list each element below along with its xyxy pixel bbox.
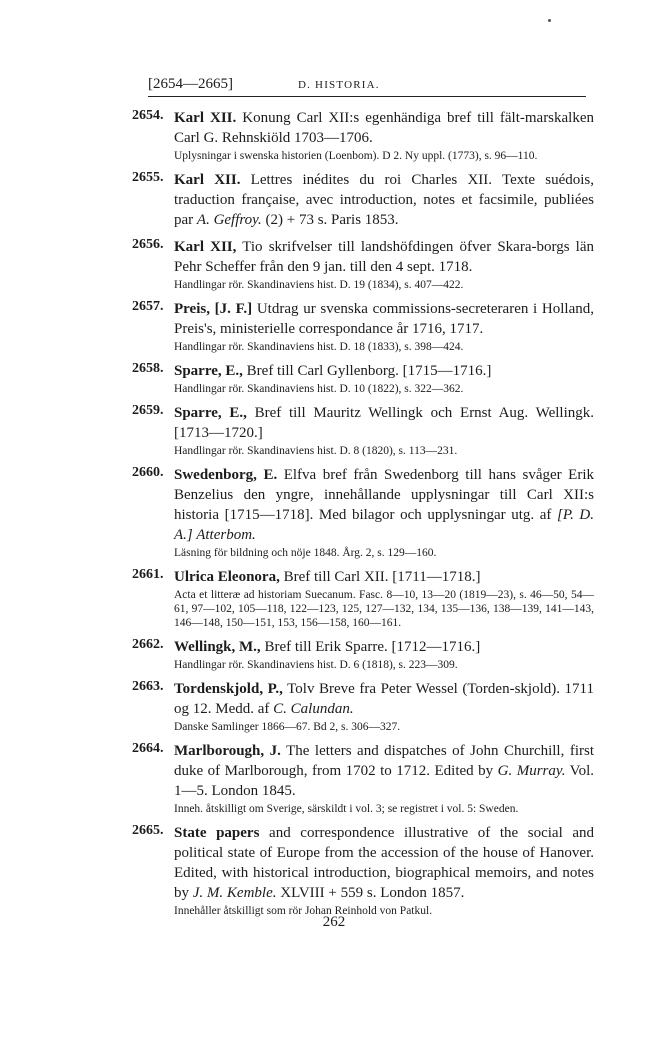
entry-title [174,741,594,801]
entry-author: Sparre, E., [174,405,247,421]
entry-author: Ulrica Eleonora, [174,569,280,585]
bibliography-entry [132,237,594,292]
entry-text: The letters and dispatches of John Churchill, first duke of Marlborough, from 1702 to 1712. Edited by [174,743,594,779]
entry-text: Konung Carl XII:s egenhändiga bref till fält-marskalken Carl G. Rehnskiöld 1703—1706. [174,110,595,146]
bibliography-entry [132,465,594,560]
entry-text: Handlingar rör. Skandinaviens hist. D. 10 (1822), s. 322—362. [174,383,464,395]
bibliography-entry [132,361,594,396]
entry-editor: A. Geffroy. [196,212,262,228]
header-entry-range: [2654—2665] [148,76,233,92]
entry-title [174,679,594,719]
entry-text: Bref till Mauritz Wellingk och Ernst Aug. Wellingk. [1713—1720.] [174,405,594,441]
entry-title [174,567,594,587]
entry-number: 2655. [132,170,164,185]
entry-editor: J. M. Kemble. [192,885,277,901]
bibliography-entry [132,108,594,163]
entry-source-note [174,278,594,292]
entry-text: Läsning för bildning och nöje 1848. Årg. 2, s. 129—160. [174,547,437,559]
entry-author: Karl XII. [174,172,241,188]
entry-number: 2657. [132,299,164,314]
entry-text: Innehåller åtskilligt som rör Johan Reinhold von Patkul. [174,905,433,917]
entry-author: Swedenborg, E. [174,467,278,483]
entry-title [174,465,594,545]
entry-text: Uplysningar i swenska historien (Loenbom). D 2. Ny uppl. (1773), s. 96—110. [174,150,538,162]
entry-source-note [174,382,594,396]
entry-text: (2) + 73 s. Paris 1853. [261,212,399,228]
entry-author: Tordenskjold, P., [174,681,283,697]
entry-title [174,237,594,277]
entry-source-note [174,149,594,163]
entry-text: Lettres inédites du roi Charles XII. Texte suédois, traduction française, avec introduction, notes et facsimile, publiées par [174,172,594,228]
header-rule [148,96,586,97]
entry-text: XLVIII + 559 s. London 1857. [276,885,465,901]
entry-source-note [174,546,594,560]
entry-number: 2662. [132,637,164,652]
entry-title [174,637,594,657]
entry-text: Handlingar rör. Skandinaviens hist. D. 8 (1820), s. 113—231. [174,445,458,457]
entry-text: Acta et litteræ ad historiam Suecanum. Fasc. 8—10, 13—20 (1819—23), s. 46—50, 54—61, 97—102, 105—118, 122—123, 125, 127—132, 134, 135—136, 138—139, 141—143, 146—148, 150—151, 153, 156—158, 160—161. [174,589,594,629]
entry-number: 2654. [132,108,164,123]
bibliography-entry [132,741,594,816]
bibliography-entry [132,637,594,672]
entry-author: Karl XII, [174,239,237,255]
entry-number: 2661. [132,567,164,582]
entry-text: Handlingar rör. Skandinaviens hist. D. 19 (1834), s. 407—422. [174,279,464,291]
entry-source-note [174,588,594,630]
entry-title [174,108,594,148]
entry-author: Preis, [J. F.] [174,301,253,317]
header-section-title: D. HISTORIA. [298,79,380,91]
page-number: 262 [322,914,346,930]
entry-text: Elfva bref från Swedenborg till hans svåger Erik Benzelius den yngre, innehållande upplysningar till Carl XII:s historia [1715—1718]. Med bilagor och upplysningar utg. af [174,467,594,523]
entry-text: Vol. 1—5. London 1845. [174,763,594,799]
entry-number: 2665. [132,823,164,838]
bibliography-entries [132,108,594,925]
entry-text: and correspondence illustrative of the social and political state of Europe from the accession of the house of Hanover. Edited, with historical introduction, biographical memoirs, and notes by [174,825,594,901]
entry-editor: C. Calundan. [273,701,354,717]
entry-author: Wellingk, M., [174,639,261,655]
entry-source-note [174,720,594,734]
entry-author: Marlborough, J. [174,743,281,759]
entry-source-note [174,340,594,354]
bibliography-entry [132,823,594,918]
entry-source-note [174,658,594,672]
entry-title [174,299,594,339]
entry-number: 2664. [132,741,164,756]
entry-title [174,823,594,903]
entry-text: Tolv Breve fra Peter Wessel (Torden-skjold). 1711 og 12. Medd. af [174,681,594,717]
entry-title [174,403,594,443]
entry-source-note [174,802,594,816]
entry-source-note [174,444,594,458]
entry-text: Bref till Carl Gyllenborg. [1715—1716.] [242,363,492,379]
entry-text: Handlingar rör. Skandinaviens hist. D. 6 (1818), s. 223—309. [174,659,458,671]
bibliography-entry [132,679,594,734]
entry-editor: [P. D. A.] Atterbom. [174,507,594,543]
entry-text: Handlingar rör. Skandinaviens hist. D. 18 (1833), s. 398—424. [174,341,464,353]
entry-author: Karl XII. [174,110,237,126]
entry-editor: G. Murray. [497,763,566,779]
entry-text: Tio skrifvelser till landshöfdingen öfver Skara-borgs län Pehr Scheffer från den 9 jan. till den 4 sept. 1718. [174,239,594,275]
entry-title [174,170,594,230]
entry-number: 2663. [132,679,164,694]
entry-number: 2656. [132,237,164,252]
entry-number: 2659. [132,403,164,418]
running-header [148,76,586,94]
entry-text: Bref till Carl XII. [1711—1718.] [279,569,481,585]
entry-author: State papers [174,825,260,841]
entry-text: Inneh. åtskilligt om Sverige, särskildt i vol. 3; se registret i vol. 5: Sweden. [174,803,519,815]
bibliography-entry [132,567,594,630]
entry-number: 2660. [132,465,164,480]
entry-author: Sparre, E., [174,363,243,379]
entry-text: Utdrag ur svenska commissions-secreteraren i Holland, Preis's, ministerielle correspondance år 1716, 1717. [174,301,594,337]
bibliography-entry [132,170,594,230]
entry-number: 2658. [132,361,164,376]
entry-text: Bref till Erik Sparre. [1712—1716.] [260,639,481,655]
entry-text: Danske Samlinger 1866—67. Bd 2, s. 306—327. [174,721,401,733]
speck [548,19,551,22]
bibliography-entry [132,299,594,354]
bibliography-entry [132,403,594,458]
entry-title [174,361,594,381]
